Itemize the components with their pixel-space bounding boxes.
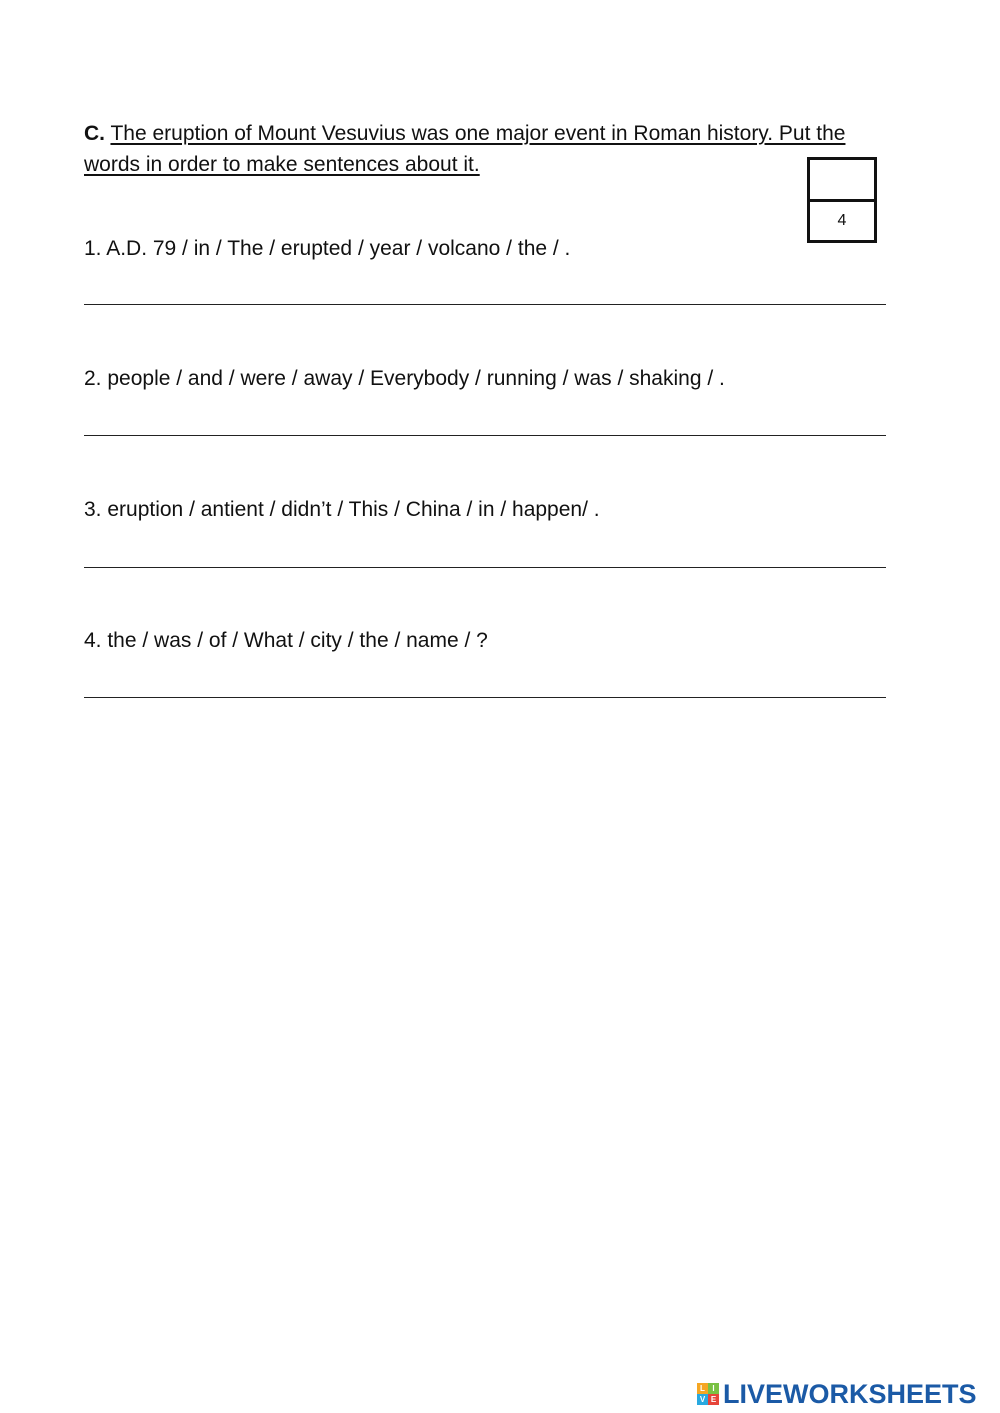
question-2: 2. people / and / were / away / Everybody / running / was / shaking / . (84, 367, 725, 390)
answer-line-2[interactable] (84, 435, 886, 436)
logo-text: LIVEWORKSHEETS (723, 1378, 977, 1409)
question-4: 4. the / was / of / What / city / the / name / ? (84, 629, 488, 652)
score-box (807, 157, 877, 243)
logo-mark-icon: L I V E (697, 1383, 719, 1405)
answer-line-3[interactable] (84, 567, 886, 568)
question-1: 1. A.D. 79 / in / The / erupted / year / volcano / the / . (84, 237, 571, 260)
score-box-empty-cell (810, 160, 874, 202)
answer-line-1[interactable] (84, 304, 886, 305)
instructions-text-line2: words in order to make sentences about it. (84, 153, 480, 176)
answer-line-4[interactable] (84, 697, 886, 698)
instructions-text-line1: The eruption of Mount Vesuvius was one major event in Roman history. Put the (110, 122, 846, 145)
score-box-points: 4 (837, 212, 847, 229)
liveworksheets-logo (697, 1377, 977, 1411)
question-3: 3. eruption / antient / didn’t / This / China / in / happen/ . (84, 498, 600, 521)
instructions (84, 118, 884, 180)
section-label: C. (84, 122, 105, 145)
